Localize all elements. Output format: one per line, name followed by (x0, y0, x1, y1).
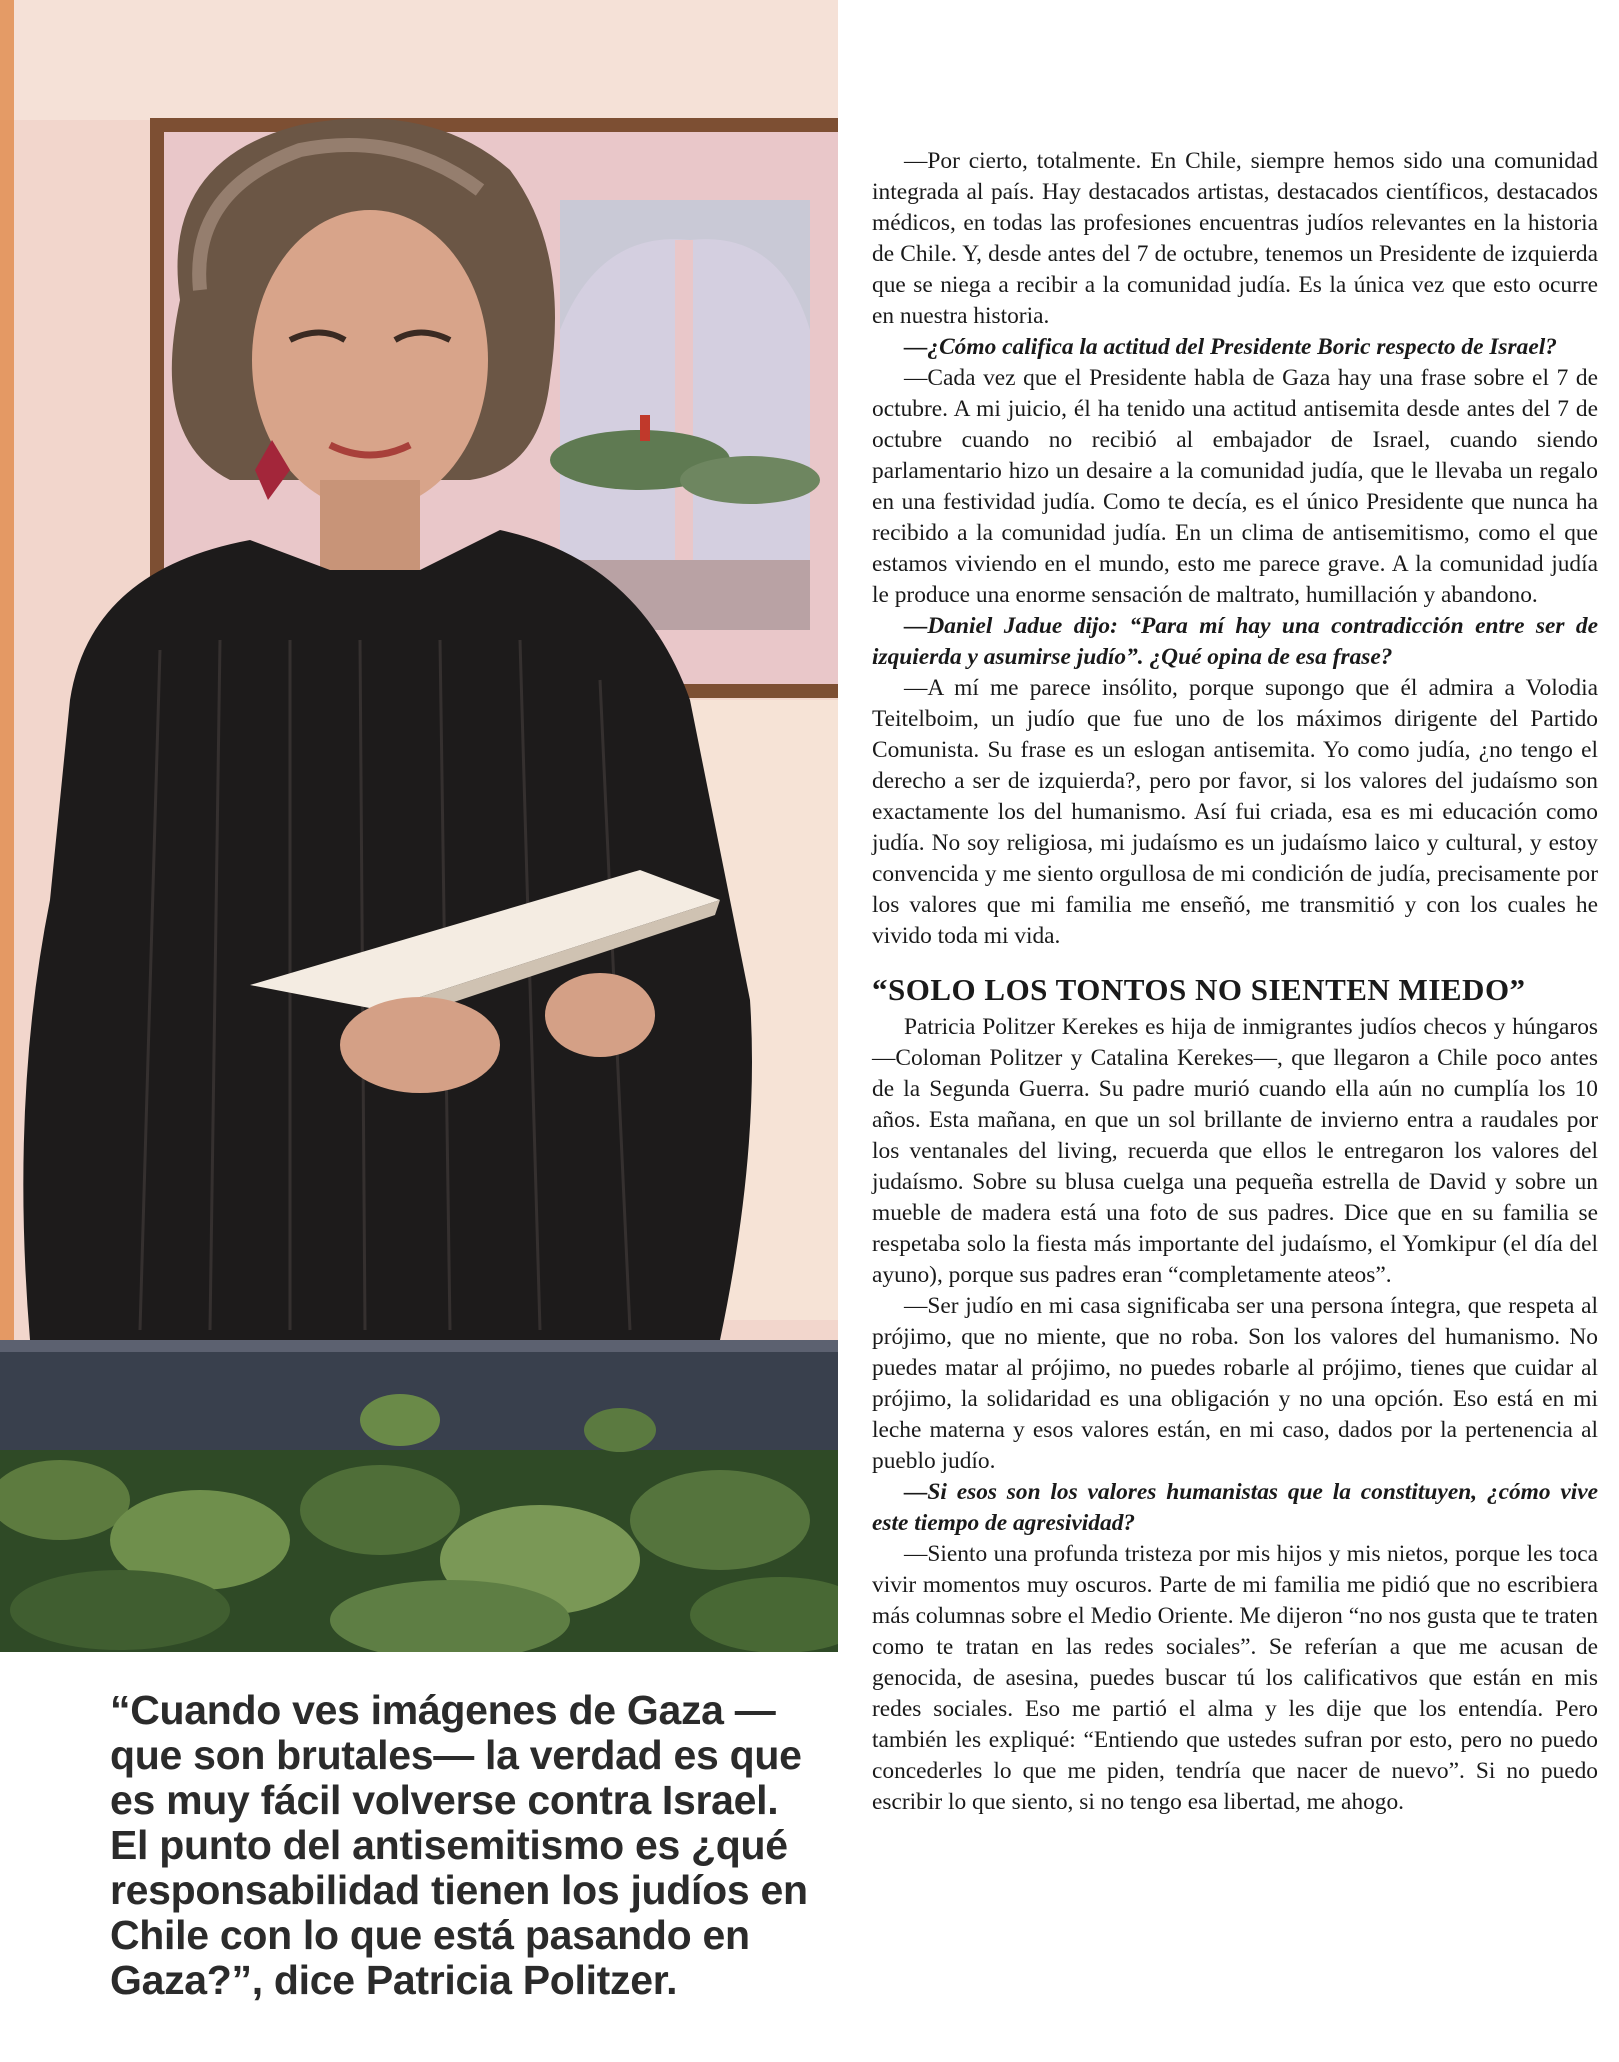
article-paragraph: —Cada vez que el Presidente habla de Gaza hay una frase sobre el 7 de octubre. A mi juicio, él ha tenido una actitud antisemita desde antes del 7 de octubre cuando no recibió al embajador de Israel, cuando siendo parlamentario hizo un desaire a la comunidad judía, que le llevaba un regalo en una festividad judía. Como te decía, es el único Presidente que nunca ha recibido a la comunidad judía. En un clima de antisemitismo, como el que estamos viviendo en el mundo, esto me parece grave. A la comunidad judía le produce una enorme sensación de maltrato, humillación y abandono. (872, 365, 1598, 608)
article-paragraph: —Por cierto, totalmente. En Chile, siempre hemos sido una comunidad integrada al país. Hay destacados artistas, destacados científicos, destacados médicos, en todas las profesiones encuentras judíos relevantes en la historia de Chile. Y, desde antes del 7 de octubre, tenemos un Presidente de izquierda que se niega a recibir a la comunidad judía. Es la única vez que esto ocurre en nuestra historia. (872, 148, 1598, 329)
article-paragraph: Patricia Politzer Kerekes es hija de inmigrantes judíos checos y húngaros —Coloman Politzer y Catalina Kerekes—, que llegaron a Chile poco antes de la Segunda Guerra. Su padre murió cuando ella aún no cumplía los 10 años. Esta mañana, en que un sol brillante de invierno entra a raudales por los ventanales del living, recuerda que ellos le entregaron los valores del judaísmo. Sobre su blusa cuelga una pequeña estrella de David y sobre un mueble de madera está una foto de sus padres. Dice que en su familia se respetaba solo la fiesta más importante del judaísmo, el Yomkipur (el día del ayuno), porque sus padres eran “completamente ateos”. (872, 1014, 1598, 1288)
portrait-photo (0, 0, 838, 1652)
interview-question: —Daniel Jadue dijo: “Para mí hay una contradicción entre ser de izquierda y asumirse judío”. ¿Qué opina de esa frase? (872, 613, 1598, 670)
article-paragraph: —Siento una profunda tristeza por mis hijos y mis nietos, porque les toca vivir momentos muy oscuros. Parte de mi familia me pidió que no escribiera más columnas sobre el Medio Oriente. Me dijeron “no nos gusta que te traten como te tratan en las redes sociales”. Se referían a que me acusan de genocida, de asesina, puedes buscar tú los calificativos que están en mis redes sociales. Eso me partió el alma y les dije que los entendía. Pero también les expliqué: “Entiendo que ustedes sufran por esto, pero no puedo concederles lo que me piden, tendría que nacer de nuevo”. Si no puedo escribir lo que siento, si no tengo esa libertad, me ahogo. (872, 1541, 1598, 1815)
article-body (872, 146, 1598, 1818)
article-paragraph: —Ser judío en mi casa significaba ser una persona íntegra, que respeta al prójimo, que no miente, que no roba. Son los valores del humanismo. No puedes matar al prójimo, no puedes robarle al prójimo, tienes que cuidar al prójimo, la solidaridad es una obligación y no una opción. Eso está en mi leche materna y esos valores están, en mi caso, dados por la pertenencia al pueblo judío. (872, 1293, 1598, 1474)
section-heading: “SOLO LOS TONTOS NO SIENTEN MIEDO” (872, 972, 1526, 1007)
article-paragraph: —A mí me parece insólito, porque supongo que él admira a Volodia Teitelboim, un judío que fue uno de los máximos dirigente del Partido Comunista. Su frase es un eslogan antisemita. Yo como judía, ¿no tengo el derecho a ser de izquierda?, pero por favor, si los valores del judaísmo son exactamente los del humanismo. Así fui criada, esa es mi educación como judía. No soy religiosa, mi judaísmo es un judaísmo laico y cultural, y estoy convencida y me siento orgullosa de mi condición de judía, precisamente por los valores que mi familia me enseñó, me transmitió y con los cuales he vivido toda mi vida. (872, 675, 1598, 949)
interview-question: —¿Cómo califica la actitud del Presidente Boric respecto de Israel? (904, 334, 1557, 360)
pull-quote: “Cuando ves imágenes de Gaza —que son brutales— la verdad es que es muy fácil volverse contra Israel. El punto del antisemitismo es ¿qué responsabilidad tienen los judíos en Chile con lo que está pasando en Gaza?”, dice Patricia Politzer. (110, 1687, 808, 2003)
interview-question: —Si esos son los valores humanistas que la constituyen, ¿cómo vive este tiempo de agresividad? (872, 1479, 1598, 1536)
